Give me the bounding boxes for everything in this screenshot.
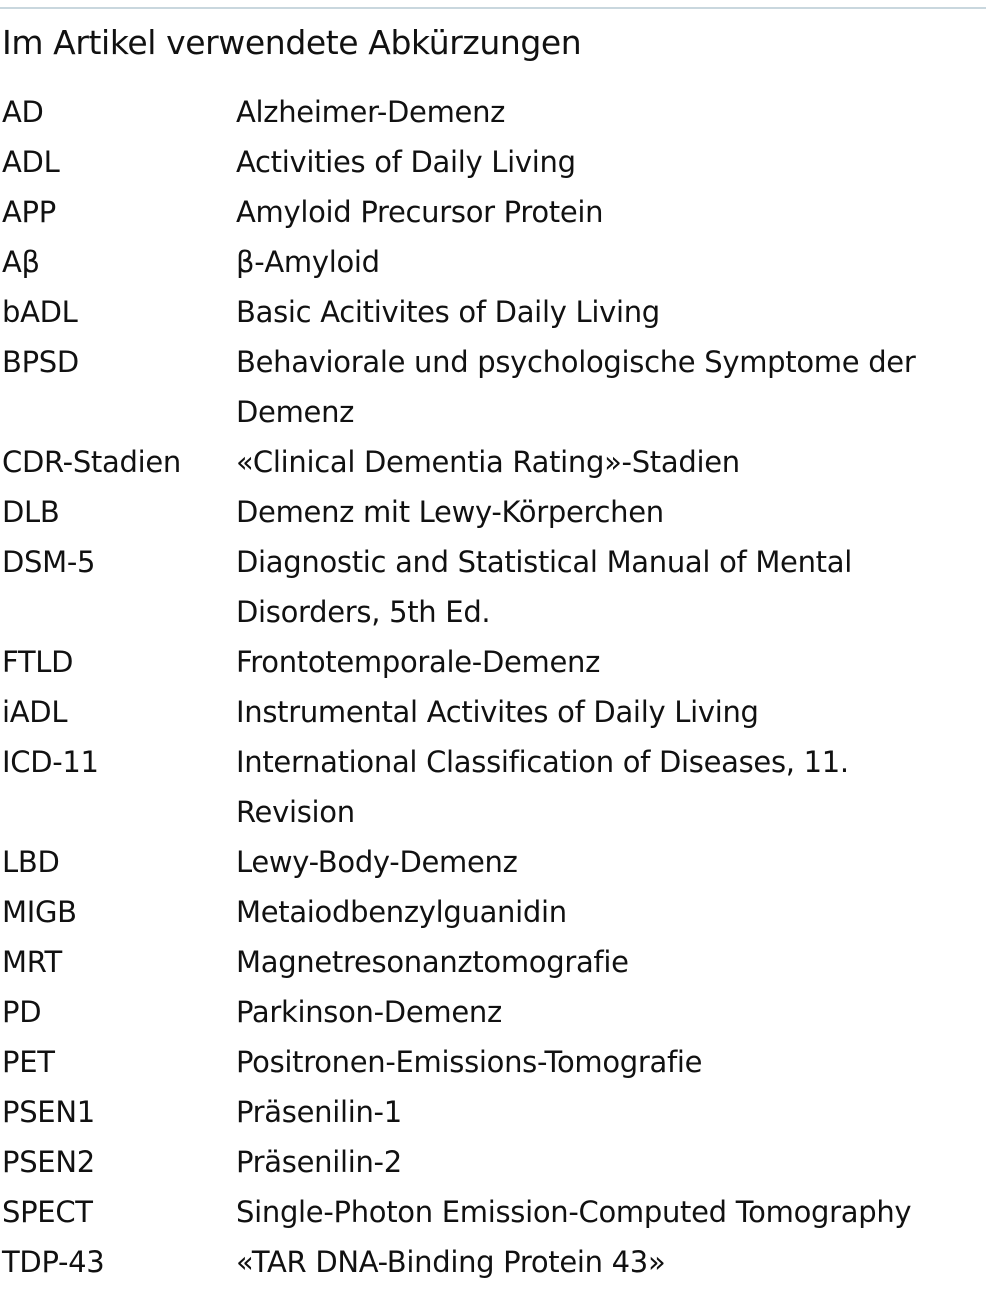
list-item xyxy=(0,87,986,137)
list-item xyxy=(0,987,986,1037)
abbreviation: DSM-5 xyxy=(2,545,96,579)
abbreviation: PSEN1 xyxy=(2,1095,95,1129)
list-item xyxy=(0,737,986,837)
abbreviation: FTLD xyxy=(2,645,74,679)
definition: Frontotemporale-Demenz xyxy=(236,645,601,679)
page-title: Im Artikel verwendete Abkürzungen xyxy=(2,23,582,62)
definition: Präsenilin-1 xyxy=(236,1095,402,1129)
definition: β-Amyloid xyxy=(236,245,380,279)
list-item xyxy=(0,1187,986,1237)
list-item xyxy=(0,1037,986,1087)
abbreviation: BPSD xyxy=(2,345,79,379)
list-item xyxy=(0,337,986,437)
abbreviation: ADL xyxy=(2,145,60,179)
definition: «Clinical Dementia Rating»-Stadien xyxy=(236,445,740,479)
abbreviation: SPECT xyxy=(2,1195,93,1229)
definition: Amyloid Precursor Protein xyxy=(236,195,604,229)
top-divider xyxy=(0,7,986,9)
abbreviation: CDR-Stadien xyxy=(2,445,181,479)
definition: Lewy-Body-Demenz xyxy=(236,845,518,879)
definition: Positronen-Emissions-Tomografie xyxy=(236,1045,703,1079)
list-item xyxy=(0,487,986,537)
definition: Parkinson-Demenz xyxy=(236,995,502,1029)
definition: Metaiodbenzylguanidin xyxy=(236,895,567,929)
list-item xyxy=(0,537,986,637)
abbreviation: PET xyxy=(2,1045,55,1079)
abbreviation: Aβ xyxy=(2,245,40,279)
list-item xyxy=(0,637,986,687)
abbreviation: LBD xyxy=(2,845,60,879)
list-item xyxy=(0,937,986,987)
abbreviation: ICD-11 xyxy=(2,745,99,779)
abbreviation: AD xyxy=(2,95,44,129)
definition: Alzheimer-Demenz xyxy=(236,95,506,129)
list-item xyxy=(0,1137,986,1187)
list-item xyxy=(0,1087,986,1137)
abbreviation: iADL xyxy=(2,695,68,729)
definition: Instrumental Activites of Daily Living xyxy=(236,695,759,729)
abbreviation-list xyxy=(0,87,986,1287)
definition: International Classification of Diseases, 11. Revision xyxy=(236,745,849,829)
definition: Behaviorale und psychologische Symptome der Demenz xyxy=(236,345,916,429)
definition: Diagnostic and Statistical Manual of Mental Disorders, 5th Ed. xyxy=(236,545,852,629)
definition: Activities of Daily Living xyxy=(236,145,576,179)
list-item xyxy=(0,1237,986,1287)
abbreviation: bADL xyxy=(2,295,78,329)
abbreviation: TDP-43 xyxy=(2,1245,105,1279)
definition: Single-Photon Emission-Computed Tomography xyxy=(236,1195,912,1229)
list-item xyxy=(0,237,986,287)
list-item xyxy=(0,187,986,237)
list-item xyxy=(0,137,986,187)
definition: Basic Acitivites of Daily Living xyxy=(236,295,660,329)
abbreviation: MIGB xyxy=(2,895,77,929)
list-item xyxy=(0,437,986,487)
list-item xyxy=(0,687,986,737)
definition: Demenz mit Lewy-Körperchen xyxy=(236,495,664,529)
list-item xyxy=(0,837,986,887)
abbreviation: MRT xyxy=(2,945,62,979)
definition: Magnetresonanztomografie xyxy=(236,945,629,979)
list-item xyxy=(0,287,986,337)
abbreviation: DLB xyxy=(2,495,60,529)
abbreviation: PD xyxy=(2,995,42,1029)
list-item xyxy=(0,887,986,937)
abbreviation: PSEN2 xyxy=(2,1145,95,1179)
definition: «TAR DNA-Binding Protein 43» xyxy=(236,1245,666,1279)
definition: Präsenilin-2 xyxy=(236,1145,402,1179)
abbreviation: APP xyxy=(2,195,56,229)
